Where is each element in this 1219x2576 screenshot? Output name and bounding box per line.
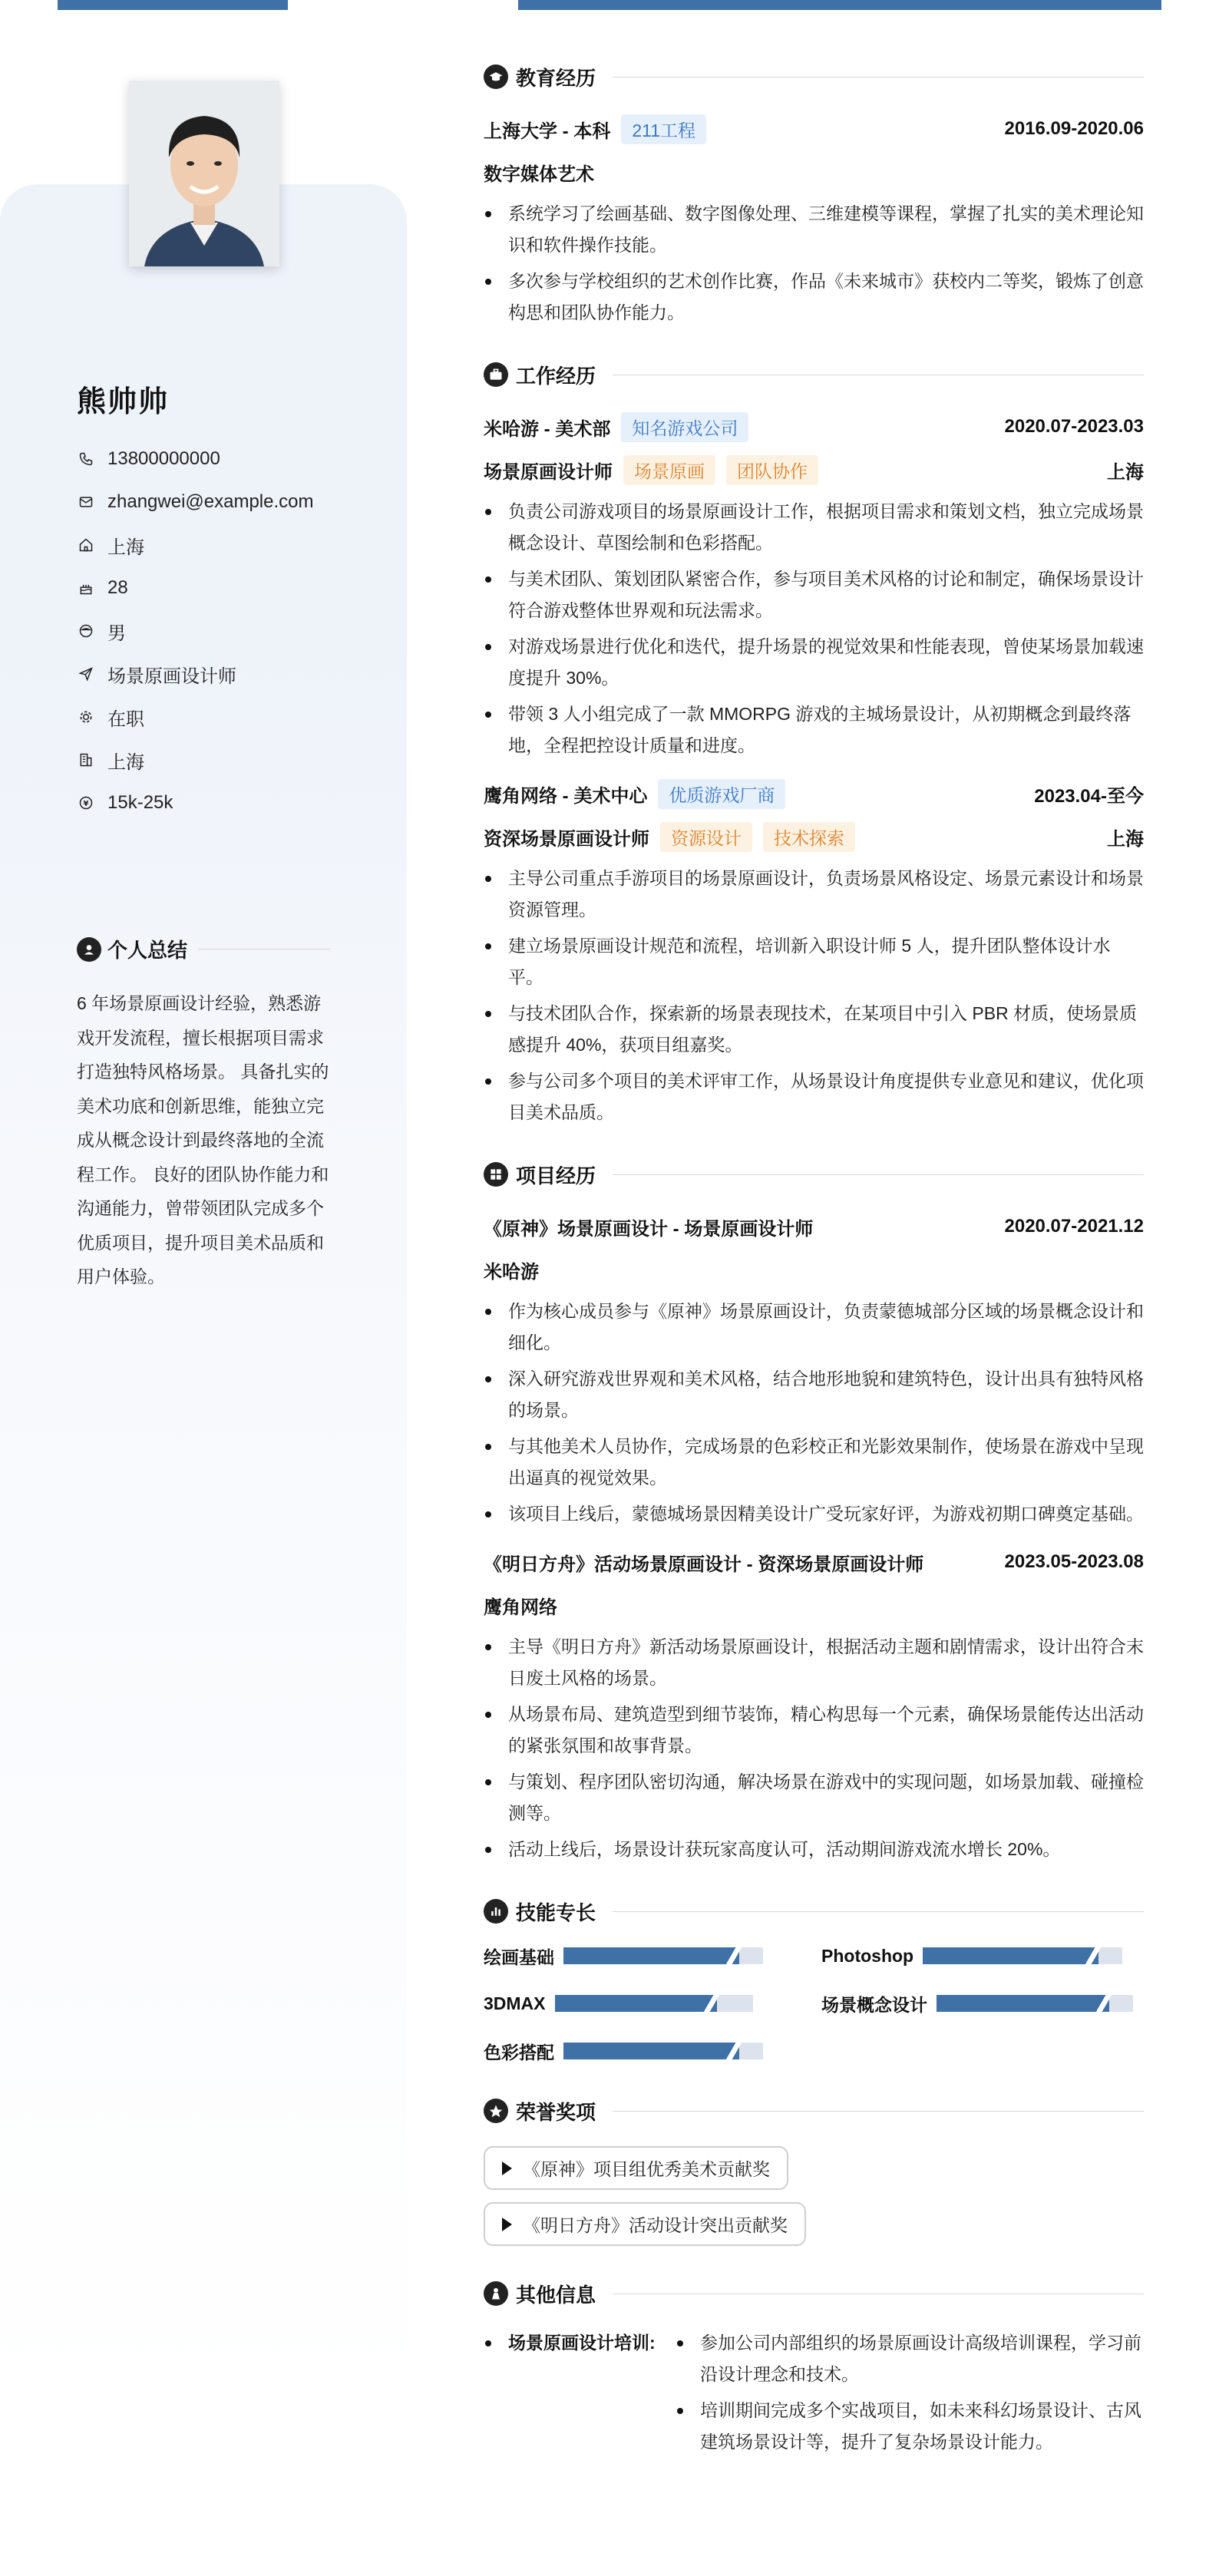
- list-item: 主导《明日方舟》新活动场景原画设计，根据活动主题和剧情需求，设计出符合末日废土风格的场景。: [484, 1631, 1144, 1694]
- job-1-role: 场景原画设计师: [484, 461, 613, 483]
- bar-chart-icon: [484, 1899, 508, 1924]
- info-status-text: 在职: [107, 708, 144, 730]
- list-item: 与策划、程序团队密切沟通，解决场景在游戏中的实现问题，如场景加载、碰撞检测等。: [484, 1766, 1144, 1829]
- education-school: 上海大学 - 本科: [484, 121, 611, 142]
- list-item: 作为核心成员参与《原神》场景原画设计，负责蒙德城部分区域的场景概念设计和细化。: [484, 1296, 1144, 1359]
- project-1-company: 米哈游: [484, 1261, 539, 1283]
- project-2-header-row: [484, 1541, 1144, 1584]
- skill-bar-fill: [555, 1995, 718, 2012]
- list-item: 与美术团队、策划团队紧密合作，参与项目美术风格的讨论和制定，确保场景设计符合游戏整体世界观和玩法需求。: [484, 563, 1144, 626]
- job-1-date: 2020.07-2023.03: [1004, 416, 1144, 437]
- skills-title: 技能专长: [516, 1901, 596, 1924]
- top-accent-bar-right: [518, 0, 1161, 10]
- list-item: 负责公司游戏项目的场景原画设计工作，根据项目需求和策划文档，独立完成场景概念设计、草图绘制和色彩搭配。: [484, 496, 1144, 559]
- skill-name: 绘画基础: [484, 1947, 554, 1967]
- list-item: 活动上线后，场景设计获玩家高度认可，活动期间游戏流水增长 20%。: [484, 1834, 1144, 1865]
- skill-bar: [563, 1947, 763, 1964]
- award-item: [484, 2202, 806, 2246]
- other-item: [484, 2327, 1144, 2462]
- job-1-tag-1: 场景原画: [623, 455, 715, 485]
- other-label: 场景原画设计培训:: [484, 2327, 676, 2462]
- job-2-role: 资深场景原画设计师: [484, 828, 649, 850]
- job-1-company-tag: 知名游戏公司: [621, 412, 748, 442]
- skill-bar-notch: [1085, 1947, 1105, 1964]
- avatar: [129, 81, 279, 266]
- info-age: [77, 566, 384, 609]
- main-content: [484, 54, 1144, 2462]
- job-1-city: 上海: [1107, 461, 1144, 483]
- other-bullets: [676, 2327, 1144, 2462]
- phone-icon: [77, 450, 95, 468]
- projects-title: 项目经历: [516, 1164, 596, 1187]
- awards-title: 荣誉奖项: [516, 2100, 596, 2124]
- info-city: [77, 738, 384, 781]
- info-age-text: 28: [107, 577, 128, 598]
- info-email: [77, 481, 384, 523]
- list-item: 培训期间完成多个实战项目，如未来科幻场景设计、古风建筑场景设计等，提升了复杂场景设计能力。: [676, 2395, 1144, 2458]
- skill-name: 3DMAX: [484, 1993, 546, 2013]
- info-gender-text: 男: [107, 623, 126, 644]
- project-2-date: 2023.05-2023.08: [1004, 1551, 1144, 1572]
- list-item: 主导公司重点手游项目的场景原画设计，负责场景风格设定、场景元素设计和场景资源管理。: [484, 863, 1144, 926]
- info-city-text: 上海: [107, 751, 144, 773]
- svg-text:¥: ¥: [83, 799, 89, 808]
- info-phone-text: 13800000000: [107, 448, 220, 469]
- education-major-row: [484, 150, 1144, 193]
- project-2-company-row: [484, 1584, 1144, 1627]
- info-status: [77, 695, 384, 738]
- job-2-company: 鹰角网络 - 美术中心: [484, 785, 648, 807]
- project-1-bullets: [484, 1296, 1144, 1530]
- work-section-title: [484, 352, 1144, 398]
- contact-info-list: [77, 438, 384, 824]
- skill-bar-notch: [725, 1947, 745, 1964]
- list-item: 与技术团队合作，探索新的场景表现技术，在某项目中引入 PBR 材质，使场景质感提升 40%，获项目组嘉奖。: [484, 998, 1144, 1061]
- skills-section-title: [484, 1888, 1144, 1934]
- education-tag: 211工程: [621, 114, 706, 144]
- job-2-header-row: [484, 772, 1144, 815]
- mail-icon: [77, 493, 95, 511]
- graduation-cap-icon: [484, 64, 508, 89]
- education-header-row: [484, 107, 1144, 150]
- building-icon: [77, 751, 95, 769]
- skill-item: [821, 1990, 1144, 2017]
- skill-bar: [563, 2043, 763, 2059]
- job-2-company-tag: 优质游戏厂商: [658, 779, 785, 809]
- summary-title: 个人总结: [107, 939, 188, 962]
- list-item: 建立场景原画设计规范和流程，培训新入职设计师 5 人，提升团队整体设计水平。: [484, 930, 1144, 993]
- list-item: 该项目上线后，蒙德城场景因精美设计广受玩家好评，为游戏初期口碑奠定基础。: [484, 1498, 1144, 1530]
- skill-name: 场景概念设计: [821, 1994, 927, 2015]
- info-location: [77, 523, 384, 566]
- grid-icon: [484, 1162, 508, 1187]
- other-title: 其他信息: [516, 2283, 596, 2307]
- list-item: 从场景布局、建筑造型到细节装饰，精心构思每一个元素，确保场景能传达出活动的紧张氛围和故事背景。: [484, 1699, 1144, 1762]
- projects-section-title: [484, 1151, 1144, 1197]
- project-1-date: 2020.07-2021.12: [1004, 1216, 1144, 1237]
- award-item: [484, 2146, 788, 2190]
- briefcase-icon: [484, 362, 508, 387]
- skill-name: Photoshop: [821, 1945, 914, 1966]
- skill-bar: [923, 1947, 1122, 1964]
- other-section-title: [484, 2271, 1144, 2317]
- info-gender: [77, 609, 384, 652]
- skills-divider: [613, 1911, 1144, 1912]
- skill-bar: [937, 1995, 1133, 2012]
- project-2-name: 《明日方舟》活动场景原画设计 - 资深场景原画设计师: [484, 1554, 924, 1575]
- skill-item: [484, 2037, 821, 2065]
- list-item: 参加公司内部组织的场景原画设计高级培训课程，学习前沿设计理念和技术。: [676, 2327, 1144, 2390]
- summary-text: 6 年场景原画设计经验，熟悉游戏开发流程，擅长根据项目需求打造独特风格场景。 具备扎实的美术功底和创新思维，能独立完成从概念设计到最终落地的全流程工作。 良好的团队协作能力和沟通能力，曾带领团队完成多个优质项目，提升项目美术品质和用户体验。: [77, 993, 329, 1286]
- job-1-company: 米哈游 - 美术部: [484, 418, 611, 440]
- money-icon: [77, 794, 95, 812]
- education-divider: [613, 77, 1144, 78]
- list-item: 与其他美术人员协作，完成场景的色彩校正和光影效果制作，使场景在游戏中呈现出逼真的视觉效果。: [484, 1431, 1144, 1494]
- award-text: 《原神》项目组优秀美术贡献奖: [523, 2159, 770, 2179]
- list-item: 深入研究游戏世界观和美术风格，结合地形地貌和建筑特色，设计出具有独特风格的场景。: [484, 1363, 1144, 1426]
- education-bullets: [484, 198, 1144, 329]
- candidate-name: 熊帅帅: [77, 386, 170, 418]
- job-2-role-row: [484, 815, 1144, 858]
- info-phone: [77, 438, 384, 481]
- job-2-tag-1: 资源设计: [660, 822, 752, 852]
- job-2-bullets: [484, 863, 1144, 1128]
- skill-bar: [555, 1995, 753, 2012]
- project-1-name: 《原神》场景原画设计 - 场景原画设计师: [484, 1218, 814, 1240]
- play-icon: [502, 2162, 512, 2175]
- education-title: 教育经历: [516, 66, 596, 90]
- awards-section-title: [484, 2088, 1144, 2134]
- education-major: 数字媒体艺术: [484, 163, 594, 185]
- home-icon: [77, 536, 95, 554]
- skill-item: [484, 1942, 821, 1970]
- skill-bar-fill: [923, 1947, 1098, 1964]
- skill-bar-fill: [937, 1995, 1109, 2012]
- job-1-role-row: [484, 448, 1144, 491]
- skills-grid: [484, 1942, 1144, 2065]
- project-1-company-row: [484, 1248, 1144, 1291]
- project-2-company: 鹰角网络: [484, 1597, 557, 1618]
- info-location-text: 上海: [107, 537, 144, 558]
- project-2-bullets: [484, 1631, 1144, 1865]
- list-item: 带领 3 人小组完成了一款 MMORPG 游戏的主城场景设计，从初期概念到最终落地，全程把控设计质量和进度。: [484, 698, 1144, 761]
- awards-list: [484, 2140, 1144, 2252]
- list-item: 系统学习了绘画基础、数字图像处理、三维建模等课程，掌握了扎实的美术理论知识和软件操作技能。: [484, 198, 1144, 261]
- list-item: 多次参与学校组织的艺术创作比赛，作品《未来城市》获校内二等奖，锻炼了创意构思和团队协作能力。: [484, 266, 1144, 329]
- awards-divider: [613, 2111, 1144, 2112]
- cake-icon: [77, 579, 95, 597]
- list-item: 参与公司多个项目的美术评审工作，从场景设计角度提供专业意见和建议，优化项目美术品质。: [484, 1065, 1144, 1128]
- list-item: 对游戏场景进行优化和迭代，提升场景的视觉效果和性能表现，曾使某场景加载速度提升 30%。: [484, 631, 1144, 694]
- skill-bar-notch: [1095, 1995, 1115, 2012]
- info-position: [77, 652, 384, 695]
- job-1-header-row: [484, 405, 1144, 448]
- job-2-city: 上海: [1107, 828, 1144, 850]
- project-1-header-row: [484, 1205, 1144, 1248]
- work-title: 工作经历: [516, 364, 596, 388]
- status-icon: [77, 708, 95, 726]
- skill-item: [484, 1990, 821, 2017]
- education-date: 2016.09-2020.06: [1004, 118, 1144, 139]
- skill-bar-notch: [725, 2043, 745, 2059]
- job-1-tag-2: 团队协作: [726, 455, 818, 485]
- skill-bar-notch: [703, 1995, 723, 2012]
- send-icon: [77, 665, 95, 683]
- projects-divider: [613, 1174, 1144, 1175]
- skill-name: 色彩搭配: [484, 2042, 554, 2062]
- job-2-tag-2: 技术探索: [763, 822, 855, 852]
- education-section-title: [484, 54, 1144, 100]
- award-text: 《明日方舟》活动设计突出贡献奖: [523, 2215, 788, 2235]
- award-icon: [484, 2099, 508, 2123]
- gender-icon: [77, 622, 95, 640]
- info-position-text: 场景原画设计师: [107, 665, 236, 687]
- skill-bar-fill: [563, 2043, 739, 2059]
- info-salary: [77, 781, 384, 824]
- skill-bar-fill: [563, 1947, 739, 1964]
- top-accent-bar-left: [58, 0, 288, 10]
- job-2-date: 2023.04-至今: [1034, 785, 1144, 807]
- person-icon: [484, 2281, 508, 2306]
- user-icon: [77, 937, 101, 962]
- play-icon: [502, 2218, 512, 2231]
- job-1-bullets: [484, 496, 1144, 761]
- info-email-text: zhangwei@example.com: [107, 491, 314, 512]
- skill-item: [821, 1942, 1144, 1970]
- info-salary-text: 15k-25k: [107, 792, 173, 813]
- summary-section-title: [77, 935, 330, 963]
